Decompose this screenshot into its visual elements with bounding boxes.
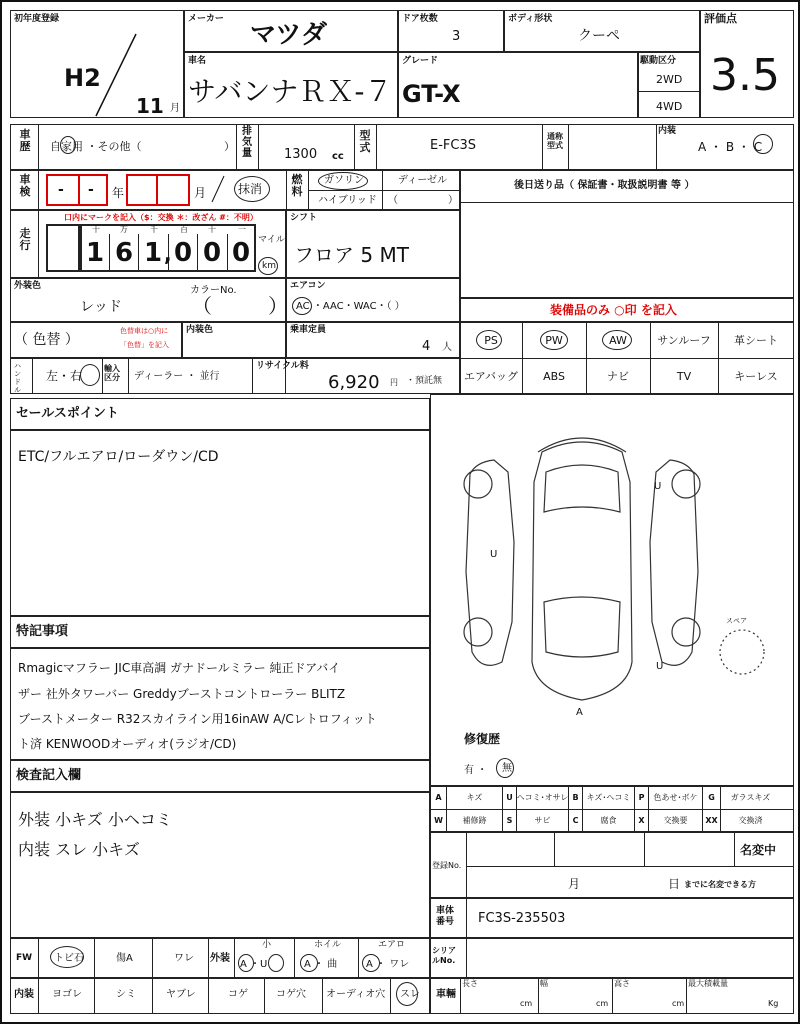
selected-circle [238, 954, 254, 972]
divider [286, 170, 287, 210]
repair-history-label: 修復歴 [464, 732, 501, 746]
sales-point-label: セールスポイント [16, 406, 119, 421]
year-unit: 年 [112, 186, 125, 200]
exterior-color-box [10, 278, 286, 322]
divider [208, 938, 209, 978]
legend-cell: ガラスキズ [720, 786, 780, 809]
deadline-text: までに名変できる方 [684, 880, 756, 889]
handle-value: 左・右 [46, 369, 83, 383]
expired-option: 抹消 [238, 182, 263, 196]
legend-cell: G [702, 786, 720, 809]
legend-cell: U [502, 786, 516, 809]
legend-cell: B [568, 786, 582, 809]
month-unit: 月 [194, 186, 207, 200]
length-label: 長さ [462, 979, 478, 988]
month-box [126, 174, 158, 206]
divider [234, 938, 235, 978]
capacity-unit: 人 [442, 342, 452, 353]
drive-2wd: 2WD [656, 73, 683, 86]
mileage-digit: 6 [114, 238, 134, 268]
divider [38, 210, 39, 278]
capacity-value: 4 [422, 339, 431, 354]
divider [644, 832, 645, 866]
displacement-label: 排気量 [242, 126, 252, 159]
exterior-color-label: 外装色 [14, 281, 42, 291]
legend-cell: キズ [446, 786, 502, 809]
registration-month: 11 [136, 94, 164, 118]
interior-color-label: 内装色 [186, 325, 214, 335]
special-note-line: ブーストメーター R32スカイライン用16inAW A/Cレトロフィット [18, 712, 377, 726]
divider [38, 124, 39, 170]
paren: （ [388, 195, 398, 206]
maker-label: メーカー [188, 14, 224, 24]
selected-circle [602, 330, 632, 350]
divider [152, 938, 153, 978]
legend-cell: 交換要 [648, 809, 702, 832]
deadline-month: 月 [568, 877, 581, 891]
special-notes-header [10, 616, 430, 648]
divider [686, 978, 687, 1014]
divider [466, 938, 467, 978]
history-options: 自家用 ・その他（ [50, 140, 142, 153]
dash: - [88, 182, 94, 198]
cc-unit: cc [332, 151, 344, 162]
size-label: 車輛 [436, 989, 456, 1000]
import-label: 輸入区分 [104, 364, 120, 382]
legend-cell: C [568, 809, 582, 832]
score-label: 評価点 [704, 12, 737, 25]
serial-box [430, 938, 794, 978]
capacity-label: 乗車定員 [290, 325, 327, 335]
recycle-deposit: ・預託無 [406, 376, 443, 386]
divider [32, 358, 33, 394]
car-diagram [442, 422, 782, 722]
interior-grade-options: A ・ B ・ C [698, 140, 763, 154]
equipment-keyless: キーレス [734, 370, 778, 383]
special-note-line: ザー 社外タワーバー Greddyブーストコントローラー BLITZ [18, 687, 346, 701]
equipment-sunroof: サンルーフ [657, 334, 711, 347]
shift-label: シフト [290, 213, 318, 223]
handle-label: ハンドル [14, 362, 21, 394]
drive-label: 駆動区分 [640, 56, 677, 66]
paren: （ [192, 294, 212, 318]
slash-divider [92, 32, 142, 120]
legend-cell: ヘコミ･オサレ [516, 786, 568, 809]
divider [258, 124, 259, 170]
inspection-notes-label: 検査記入欄 [16, 768, 82, 783]
documents-label: 後日送り品（ 保証書・取扱説明書 等 ） [514, 180, 695, 191]
inner-label: 内装 [14, 989, 34, 1000]
month-unit: 月 [170, 103, 180, 114]
divider [542, 124, 543, 170]
divider [109, 234, 110, 270]
mile-unit: マイル [258, 235, 285, 245]
spare-label: スペア [726, 617, 747, 625]
divider [460, 202, 794, 203]
history-close: ） [224, 140, 235, 153]
digit-unit: 千 [150, 225, 158, 234]
wheel-label: ホイル [314, 940, 342, 950]
drive-divider [638, 91, 700, 92]
grade-label: グレード [402, 56, 439, 66]
inner-stain: シミ [116, 989, 136, 1000]
body-value: クーペ [578, 28, 620, 44]
legend-cell: 交換済 [720, 809, 780, 832]
inner-tear: ヤブレ [166, 989, 196, 1000]
digit-unit: 万 [120, 225, 128, 234]
special-notes-label: 特記事項 [16, 624, 69, 639]
aircon-options: AC ・AAC・WAC・（ ） [296, 301, 405, 312]
vin-label: 車体番号 [436, 906, 455, 927]
color-no-label: カラーNo. [190, 285, 237, 296]
height-label: 高さ [614, 979, 630, 988]
color-change-note: 「色替」を記入 [120, 341, 169, 349]
model-label: 型式 [359, 129, 371, 154]
mileage-comma: , [164, 242, 172, 266]
recycle-value: 6,920 [328, 372, 380, 393]
divider [128, 358, 129, 394]
divider [208, 978, 209, 1014]
divider [466, 832, 467, 898]
divider [358, 938, 359, 978]
damage-mark: U [654, 481, 662, 492]
digit-unit: 一 [238, 225, 246, 234]
divider [264, 978, 265, 1014]
legend-cell: XX [702, 809, 720, 832]
digit-unit: 十 [208, 225, 216, 234]
divider [376, 124, 377, 170]
damage-mark: U [490, 549, 498, 560]
inner-burn: コゲ [228, 989, 248, 1000]
divider [102, 358, 103, 394]
equipment-leather: 革シート [734, 334, 778, 347]
selected-circle [268, 954, 284, 972]
recycle-label: リサイクル料 [256, 361, 309, 371]
divider [38, 170, 39, 210]
fuel-diesel: ディーゼル [398, 175, 447, 186]
special-note-line: ト済 KENWOODオーディオ(ラジオ/CD) [18, 737, 237, 751]
special-note-line: Rmagicマフラー JIC車高調 ガナドールミラー 純正ドアバイ [18, 661, 341, 675]
aircon-label: エアコン [290, 281, 326, 291]
selected-circle [234, 176, 270, 202]
mileage-digit-box [46, 224, 80, 272]
vin-value: FC3S-235503 [478, 911, 566, 926]
width-label: 幅 [540, 979, 548, 988]
legend-cell: S [502, 809, 516, 832]
outer-label: 外装 [210, 953, 230, 964]
divider [197, 234, 198, 270]
deadline-day: 日 [668, 877, 681, 891]
divider [354, 124, 355, 170]
color-change: （ 色替 ） [14, 332, 79, 348]
aero-options: A ・ ワレ [366, 959, 410, 970]
equipment-header: 装備品のみ ○印 を記入 [550, 303, 677, 317]
divider [538, 978, 539, 1014]
dealer-options: ディーラー ・ 並行 [134, 371, 220, 382]
registration-label: 登録No. [432, 861, 462, 870]
paren: ） [268, 294, 288, 318]
equipment-navi: ナビ [607, 370, 629, 383]
selected-circle [362, 954, 380, 972]
mileage-note: 口内にマークを記入（$：交換 ＊：改ざん #：不明） [64, 213, 258, 222]
legend-cell: キズ･ヘコミ [582, 786, 634, 809]
common-model-label: 通称型式 [547, 132, 563, 150]
score-value: 3.5 [710, 50, 780, 101]
drive-4wd: 4WD [656, 100, 683, 113]
name-change: 名変中 [740, 843, 777, 857]
inner-burn-hole: コゲ穴 [276, 989, 306, 1000]
legend-cell: 補修跡 [446, 809, 502, 832]
legend-cell: 腐食 [582, 809, 634, 832]
car-name-label: 車名 [188, 56, 207, 66]
shift-value: フロア 5 MT [294, 243, 409, 267]
legend-cell: X [634, 809, 648, 832]
divider [554, 832, 555, 866]
month-box [156, 174, 190, 206]
divider [152, 978, 153, 1014]
mileage-digit: 1 [85, 238, 105, 268]
color-change-note: 色替車は○内に [120, 327, 169, 335]
selected-circle [318, 172, 368, 190]
km-unit: km [262, 261, 276, 271]
divider [734, 832, 735, 866]
registration-era: H2 [64, 64, 101, 92]
model-value: E-FC3S [430, 138, 476, 153]
aero-label: エアロ [378, 940, 406, 950]
selected-circle [476, 330, 502, 350]
equipment-tv: TV [676, 369, 692, 383]
selected-circle [496, 758, 514, 778]
mileage-label: 走行 [19, 227, 31, 252]
unit: cm [596, 999, 609, 1008]
inner-wear: スレ [400, 989, 420, 1000]
repair-yes: 有 ・ [464, 765, 488, 776]
doors-value: 3 [452, 29, 461, 44]
fw-scratch: 傷A [116, 953, 133, 964]
outer-options: A ・U [240, 959, 268, 970]
fw-label: FW [16, 953, 33, 963]
exterior-color-value: レッド [80, 299, 122, 315]
selected-circle [540, 330, 568, 350]
inner-dirt: ヨゴレ [52, 989, 82, 1000]
damage-mark: U [656, 661, 664, 672]
unit: cm [520, 999, 533, 1008]
divider [460, 978, 461, 1014]
max-load-label: 最大積載量 [688, 979, 728, 988]
damage-mark: A [576, 707, 583, 718]
legend-cell: サビ [516, 809, 568, 832]
selected-circle [60, 136, 76, 154]
divider [138, 234, 139, 270]
fuel-gasoline: ガソリン [324, 175, 364, 186]
doors-label: ドア枚数 [402, 14, 438, 24]
inspection-note-line: 外装 小キズ 小ヘコミ [18, 810, 172, 829]
inspection-note-line: 内装 スレ 小キズ [18, 840, 140, 859]
fw-chip: トビ石 [54, 953, 84, 964]
divider [94, 978, 95, 1014]
digit-unit: 十 [92, 225, 100, 234]
legend-cell: P [634, 786, 648, 809]
mileage-digit: 0 [202, 238, 222, 268]
divider [382, 170, 383, 210]
divider [94, 938, 95, 978]
selected-circle [292, 297, 312, 315]
equipment-ps: PS [484, 333, 498, 347]
history-label: 車歴 [19, 128, 31, 153]
selected-circle [258, 257, 278, 275]
divider [322, 978, 323, 1014]
displacement-value: 1300 [284, 147, 318, 162]
divider [294, 938, 295, 978]
legend-cell: A [430, 786, 446, 809]
legend-cell: W [430, 809, 446, 832]
divider [656, 124, 657, 170]
digit-unit: 百 [180, 225, 188, 234]
divider [568, 124, 569, 170]
equipment-airbag: エアバッグ [463, 370, 519, 383]
equipment-aw: AW [609, 333, 627, 347]
selected-circle [80, 364, 100, 386]
mileage-digit: 1 [143, 238, 163, 268]
fw-crack: ワレ [174, 953, 194, 964]
recycle-unit: 円 [390, 378, 398, 387]
car-name-value: サバンナＲＸ-７ [188, 75, 393, 108]
unit: cm [672, 999, 685, 1008]
paren: ） [448, 195, 458, 206]
mileage-digit: 0 [231, 238, 251, 268]
divider [466, 898, 467, 938]
divider [38, 938, 39, 978]
divider [308, 190, 460, 191]
equipment-pw: PW [545, 333, 563, 347]
body-label: ボディ形状 [508, 14, 553, 24]
legend-cell: 色あせ･ボケ [648, 786, 702, 809]
grade-value: GT-X [402, 80, 461, 108]
divider [466, 866, 794, 867]
wheel-options: A ・ 曲 [304, 959, 338, 970]
unit: Kg [768, 999, 779, 1008]
serial-label: シリアルNo. [432, 946, 456, 965]
selected-circle [300, 954, 318, 972]
small-label: 小 [262, 940, 272, 950]
maker-value: マツダ [250, 20, 327, 50]
sales-point-text: ETC/フルエアロ/ローダウン/CD [18, 449, 219, 465]
divider [390, 978, 391, 1014]
divider [236, 124, 237, 170]
divider [612, 978, 613, 1014]
slash [208, 174, 228, 204]
fuel-label: 燃料 [291, 173, 303, 198]
repair-no: 無 [502, 763, 512, 774]
interior-grade-label: 内装 [658, 126, 677, 136]
dash: - [58, 182, 64, 198]
divider [38, 978, 39, 1014]
first-registration-label: 初年度登録 [14, 14, 60, 24]
equipment-abs: ABS [543, 369, 565, 383]
inner-audio-hole: オーディオ穴 [326, 989, 386, 1000]
selected-circle [753, 134, 773, 154]
mileage-digit: 0 [173, 238, 193, 268]
selected-circle [50, 946, 84, 968]
selected-circle [396, 982, 418, 1006]
inspection-label: 車検 [19, 173, 31, 198]
fuel-hybrid: ハイブリッド [318, 195, 377, 206]
